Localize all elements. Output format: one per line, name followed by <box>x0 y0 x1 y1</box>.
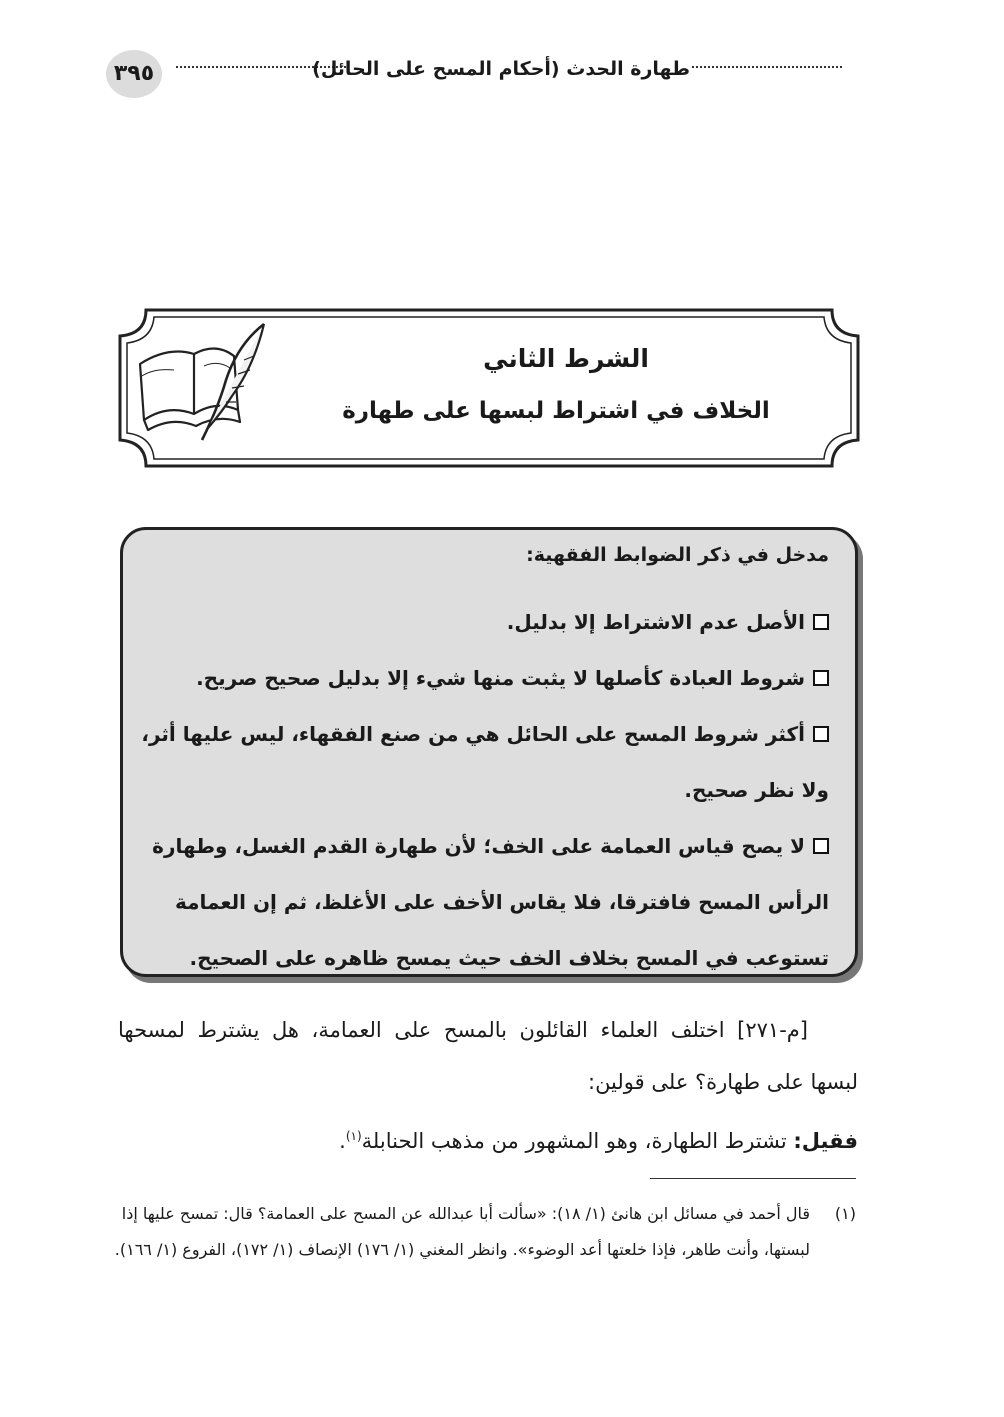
fiqh-rules-box <box>120 527 858 977</box>
footnote-reference: (١) <box>345 1129 362 1143</box>
page-number: ٣٩٥ <box>106 50 162 98</box>
checkbox-square-icon <box>813 670 829 686</box>
footnote-divider <box>650 1178 856 1179</box>
rule-item <box>135 818 829 986</box>
rule-item <box>135 706 829 818</box>
body-paragraph: [م-٢٧١] اختلف العلماء القائلون بالمسح على العمامة، هل يشترط لمسحها لبسها على طهارة؟ على قولين: <box>118 1018 858 1094</box>
rule-text: الأصل عدم الاشتراط إلا بدليل. <box>506 610 805 634</box>
book-quill-icon <box>134 316 274 446</box>
rules-list <box>135 594 829 986</box>
rules-heading: مدخل في ذكر الضوابط الفقهية: <box>526 544 829 566</box>
checkbox-square-icon <box>813 726 829 742</box>
footnote-number: (١) <box>834 1204 856 1223</box>
checkbox-square-icon <box>813 838 829 854</box>
running-header <box>106 50 846 98</box>
section-title: الشرط الثاني <box>483 344 649 373</box>
checkbox-square-icon <box>813 614 829 630</box>
opinion-lead: فقيل: <box>793 1129 858 1153</box>
footnote-text: قال أحمد في مسائل ابن هانئ (١/ ١٨): «سألت أبا عبدالله عن المسح على العمامة؟ قال: تمسح عليها إذا لبستها، وأنت طاهر، فإذا خلعتها أعد الوضوء». وانظر المغني (١/ ١٧٦) الإنصاف (١/ ١٧٢)، الفروع (١/ ١٦٦). <box>114 1204 810 1259</box>
section-title-frame <box>116 306 862 470</box>
rule-item <box>135 594 829 650</box>
section-subtitle: الخلاف في اشتراط لبسها على طهارة <box>342 398 770 424</box>
opinion-end: . <box>339 1129 346 1153</box>
opinion-text: تشترط الطهارة، وهو المشهور من مذهب الحنابلة <box>361 1129 794 1153</box>
footnotes <box>108 1196 856 1268</box>
rule-text: لا يصح قياس العمامة على الخف؛ لأن طهارة القدم الغسل، وطهارة الرأس المسح فافترقا، فلا يقاس الأخف على الأغلظ، ثم إن العمامة تستوعب في المسح بخلاف الخف حيث يمسح ظاهره على الصحيح. <box>152 834 829 970</box>
rule-item <box>135 650 829 706</box>
rule-text: شروط العبادة كأصلها لا يثبت منها شيء إلا بدليل صحيح صريح. <box>196 666 805 690</box>
rule-text: أكثر شروط المسح على الحائل هي من صنع الفقهاء، ليس عليها أثر، ولا نظر صحيح. <box>141 722 829 802</box>
header-dots-right <box>692 66 842 68</box>
running-title: طهارة الحدث (أحكام المسح على الحائل) <box>312 58 690 80</box>
body-paragraph-opinion <box>339 1110 858 1167</box>
